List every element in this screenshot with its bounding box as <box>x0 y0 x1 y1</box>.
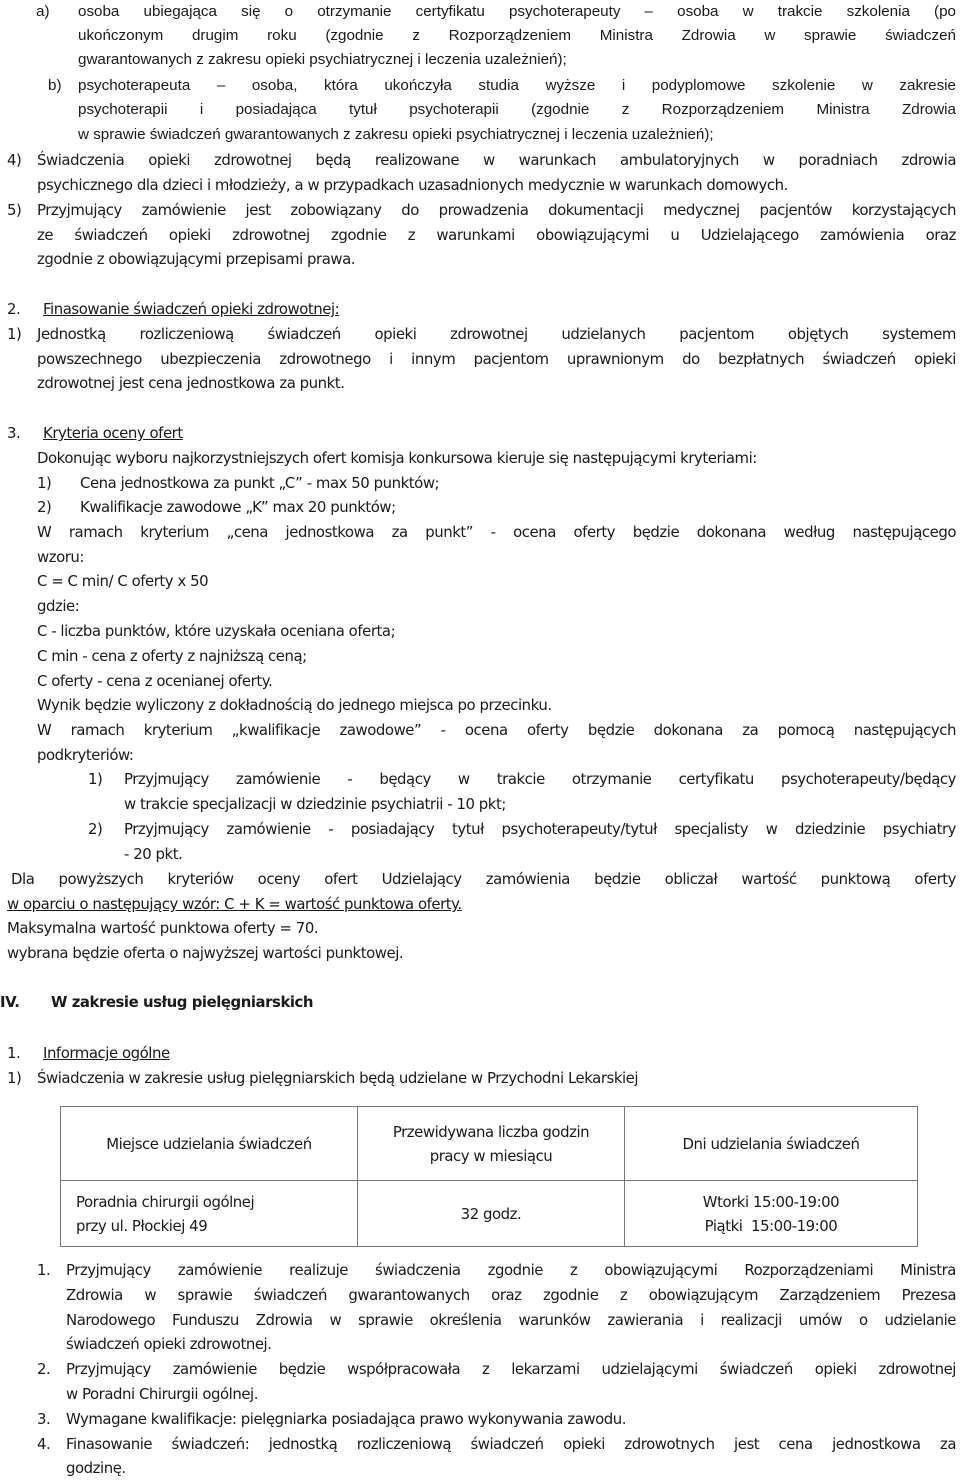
paragraph-line: w Poradni Chirurgii ogólnej. <box>66 1385 259 1403</box>
header-hours-line1: Przewidywana liczba godzin <box>392 1122 590 1141</box>
definition: C min - cena z oferty z najniższą ceną; <box>37 647 307 665</box>
paragraph-line: Świadczenia w zakresie usług pielęgniarskich będą udzielane w Przychodni Lekarskiej <box>37 1069 639 1087</box>
list-label: b) <box>48 77 62 94</box>
table-header-cell <box>625 1107 918 1181</box>
formula: C = C min/ C oferty x 50 <box>37 572 209 590</box>
paragraph-line: świadczeń opieki zdrowotnej. <box>66 1335 272 1353</box>
paragraph-line: - 20 pkt. <box>124 845 183 863</box>
criterion-qualifications: Kwalifikacje zawodowe „K” max 20 punktów; <box>80 498 396 516</box>
schedule-table <box>60 1106 918 1247</box>
list-label: 1) <box>88 770 103 788</box>
formula-underlined: w oparciu o następujący wzór: C + K = wartość punktowa oferty. <box>7 895 462 913</box>
header-days: Dni udzielania świadczeń <box>682 1134 860 1153</box>
section-heading: W zakresie usług pielęgniarskich <box>51 993 314 1011</box>
section-number: 1. <box>7 1044 21 1062</box>
paragraph-line: wzoru: <box>37 548 84 566</box>
paragraph-line: w trakcie specjalizacji w dziedzinie psychiatrii - 10 pkt; <box>124 795 506 813</box>
paragraph-line: osoba ubiegająca się o otrzymanie certyfikatu psychoterapeuty – osoba w trakcie szkolenia (po <box>78 3 956 20</box>
paragraph-line: Przyjmujący zamówienie - posiadający tytuł psychoterapeuty/tytuł specjalisty w dziedzinie psychiatry <box>124 820 956 838</box>
paragraph-line: w sprawie świadczeń gwarantowanych z zakresu opieki psychiatrycznej i leczenia uzależnień); <box>78 126 714 143</box>
section-heading: Kryteria oceny ofert <box>43 424 183 442</box>
paragraph-line: podkryteriów: <box>37 746 134 764</box>
list-label: a) <box>36 3 50 20</box>
paragraph-line: Dla powyższych kryteriów oceny ofert Udzielający zamówienia będzie obliczał wartość punktową oferty <box>11 870 956 888</box>
list-label: 2) <box>37 498 52 516</box>
place-line1: Poradnia chirurgii ogólnej <box>76 1192 255 1211</box>
list-label: 1) <box>7 325 22 343</box>
list-label: 1) <box>37 474 52 492</box>
header-place: Miejsce udzielania świadczeń <box>106 1134 312 1153</box>
definition: C - liczba punktów, które uzyskała oceniana oferta; <box>37 622 396 640</box>
table-header-cell <box>358 1107 625 1181</box>
paragraph-line: Przyjmujący zamówienie jest zobowiązany do prowadzenia dokumentacji medycznej pacjentów korzystających <box>37 201 956 219</box>
paragraph-line: Wynik będzie wyliczony z dokładnością do jednego miejsca po przecinku. <box>37 696 552 714</box>
table-cell <box>625 1181 918 1247</box>
paragraph-line: Narodowego Funduszu Zdrowia w sprawie określenia warunków zawierania i realizacji umów o udzielanie <box>66 1311 956 1329</box>
criterion-price: Cena jednostkowa za punkt „C” - max 50 punktów; <box>80 474 440 492</box>
header-hours-line2: pracy w miesiącu <box>429 1146 553 1165</box>
definition: C oferty - cena z ocenianej oferty. <box>37 672 273 690</box>
list-label: 3. <box>37 1410 51 1428</box>
paragraph-line: ze świadczeń opieki zdrowotnej zgodnie z warunkami obowiązującymi u Udzielającego zamówienia oraz <box>37 226 956 244</box>
list-label: 2. <box>37 1360 51 1378</box>
paragraph-line: Maksymalna wartość punktowa oferty = 70. <box>7 919 319 937</box>
paragraph-line: gdzie: <box>37 597 80 615</box>
paragraph-line: Przyjmujący zamówienie realizuje świadczenia zgodnie z obowiązującymi Rozporządzeniami Ministra <box>66 1261 956 1279</box>
section-heading: Informacje ogólne <box>43 1044 170 1062</box>
paragraph-line: Przyjmujący zamówienie będzie współpracowała z lekarzami udzielającymi świadczeń opieki zdrowotnej <box>66 1360 956 1378</box>
section-number: 3. <box>7 424 21 442</box>
paragraph-line: zdrowotnej jest cena jednostkowa za punkt. <box>37 374 345 392</box>
list-label: 4) <box>7 151 22 169</box>
paragraph-line: ukończonym drugim roku (zgodnie z Rozporządzeniem Ministra Zdrowia w sprawie świadczeń <box>78 27 956 44</box>
paragraph-line: Jednostką rozliczeniową świadczeń opieki zdrowotnej udzielanych pacjentom objętych systemem <box>37 325 956 343</box>
table-header-cell <box>61 1107 358 1181</box>
list-label: 1) <box>7 1069 22 1087</box>
paragraph-line: psychoterapeuta – osoba, która ukończyła studia wyższe i podyplomowe szkolenie w zakresie <box>78 77 956 94</box>
paragraph-line: psychoterapii i posiadająca tytuł psychoterapii (zgodnie z Rozporządzeniem Ministra Zdrowia <box>78 101 956 118</box>
list-label: 1. <box>37 1261 51 1279</box>
paragraph-line: Wymagane kwalifikacje: pielęgniarka posiadająca prawo wykonywania zawodu. <box>66 1410 627 1428</box>
section-heading: Finasowanie świadczeń opieki zdrowotnej: <box>43 300 340 318</box>
place-line2: przy ul. Płockiej 49 <box>76 1216 208 1235</box>
paragraph-line: W ramach kryterium „cena jednostkowa za punkt” - ocena oferty będzie dokonana według następującego <box>37 523 956 541</box>
list-label: 4. <box>37 1435 51 1453</box>
paragraph-line: W ramach kryterium „kwalifikacje zawodowe” - ocena oferty będzie dokonana za pomocą następujących <box>37 721 956 739</box>
paragraph-line: Zdrowia w sprawie świadczeń gwarantowanych oraz zgodnie z obowiązującym Zarządzeniem Prezesa <box>66 1286 956 1304</box>
paragraph-line: Świadczenia opieki zdrowotnej będą realizowane w warunkach ambulatoryjnych w poradniach zdrowia <box>37 151 956 169</box>
paragraph-line: psychicznego dla dzieci i młodzieży, a w przypadkach uzasadnionych medycznie w warunkach domowych. <box>37 176 788 194</box>
days-line2: Piątki 15:00-19:00 <box>704 1216 838 1235</box>
paragraph-line: gwarantowanych z zakresu opieki psychiatrycznej i leczenia uzależnień); <box>78 51 567 68</box>
hours-value: 32 godz. <box>460 1204 522 1223</box>
paragraph-line: Przyjmujący zamówienie - będący w trakcie otrzymanie certyfikatu psychoterapeuty/będący <box>124 770 956 788</box>
table-row <box>61 1181 918 1247</box>
section-number: IV. <box>0 993 20 1011</box>
paragraph-line: godzinę. <box>66 1459 126 1477</box>
table-cell <box>61 1181 358 1247</box>
paragraph-line: powszechnego ubezpieczenia zdrowotnego i innym pacjentom uprawnionym do bezpłatnych świadczeń opieki <box>37 350 956 368</box>
table-header-row <box>61 1107 918 1181</box>
paragraph-line: zgodnie z obowiązującymi przepisami prawa. <box>37 250 356 268</box>
paragraph-line: Dokonując wyboru najkorzystniejszych ofert komisja konkursowa kieruje się następującymi kryteriami: <box>37 449 757 467</box>
list-label: 5) <box>7 201 22 219</box>
paragraph-line: Finasowanie świadczeń: jednostką rozliczeniową świadczeń opieki zdrowotnych jest cena jednostkowa za <box>66 1435 956 1453</box>
section-number: 2. <box>7 300 21 318</box>
table-cell <box>358 1181 625 1247</box>
paragraph-line: wybrana będzie oferta o najwyższej wartości punktowej. <box>7 944 404 962</box>
list-label: 2) <box>88 820 103 838</box>
days-line1: Wtorki 15:00-19:00 <box>702 1192 840 1211</box>
